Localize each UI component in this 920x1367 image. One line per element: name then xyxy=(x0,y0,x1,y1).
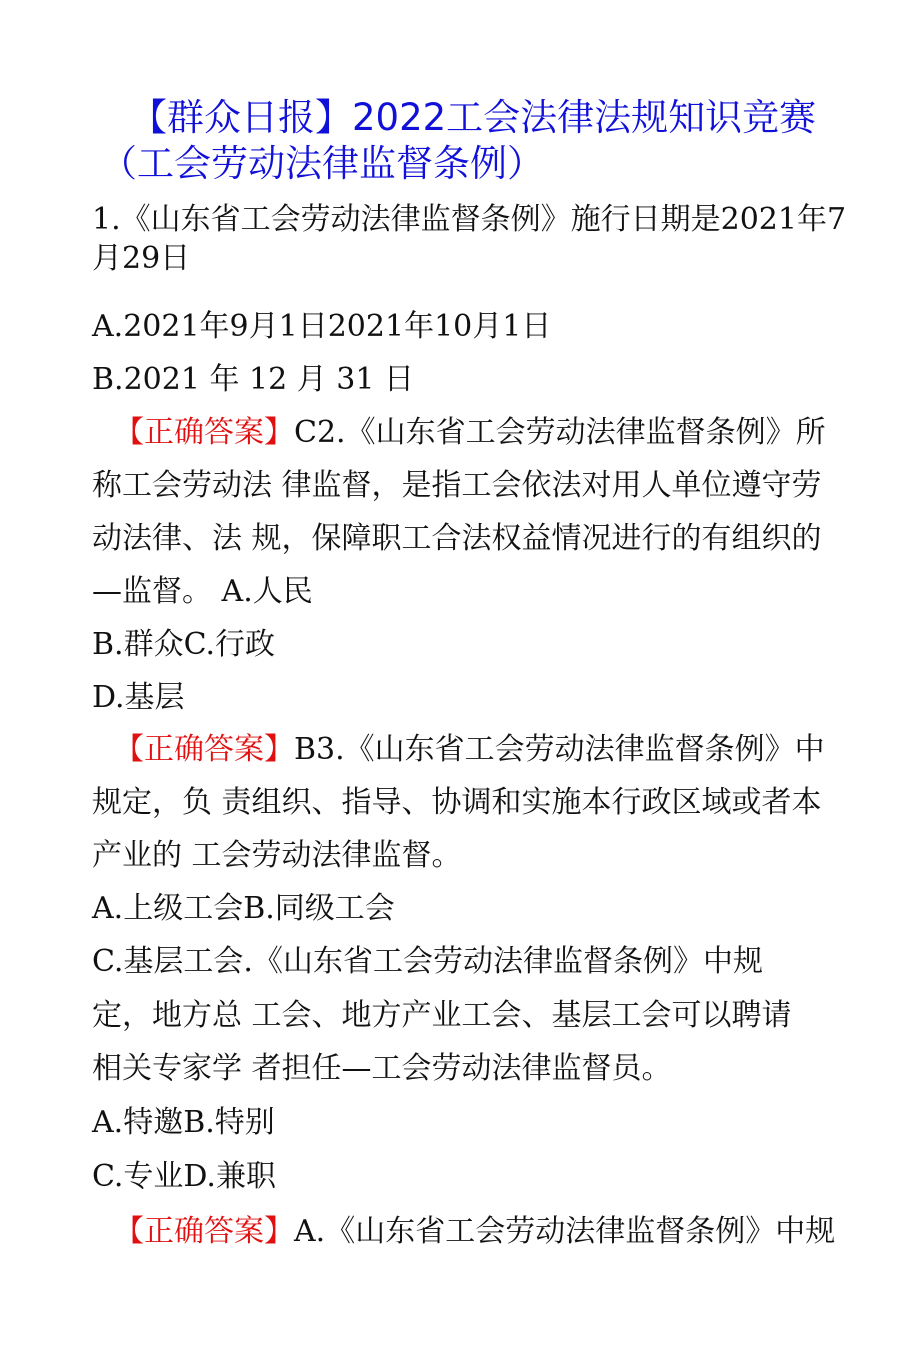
option-line: C.专业D.兼职 xyxy=(92,1159,276,1194)
question-text-line: 相关专家学 者担任—工会劳动法律监督员。 xyxy=(92,1051,672,1086)
question-text-line: 定，地方总 工会、地方产业工会、基层工会可以聘请 xyxy=(92,998,792,1033)
question-1-line-2: 月29日 xyxy=(92,241,191,276)
document-title-line-2: （工会劳动法律监督条例） xyxy=(100,142,544,185)
correct-answer-label: 【正确答案】 xyxy=(114,1214,294,1249)
answer-line: 【正确答案】B3.《山东省工会劳动法律监督条例》中 xyxy=(114,732,825,767)
option-line: B.群众C.行政 xyxy=(92,627,276,662)
option-b: B.2021 年 12 月 31 日 xyxy=(92,362,414,397)
correct-answer-label: 【正确答案】 xyxy=(114,415,294,450)
option-line: A.特邀B.特别 xyxy=(92,1105,275,1140)
option-line: D.基层 xyxy=(92,680,185,715)
question-text-line: C.基层工会.《山东省工会劳动法律监督条例》中规 xyxy=(92,944,763,979)
question-text-line: 动法律、法 规，保障职工合法权益情况进行的有组织的 xyxy=(92,521,822,556)
question-text-line: —监督。 A.人民 xyxy=(92,574,313,609)
option-line: A.上级工会B.同级工会 xyxy=(92,891,395,926)
question-text-line: 称工会劳动法 律监督，是指工会依法对用人单位遵守劳 xyxy=(92,468,822,503)
answer-line: 【正确答案】A.《山东省工会劳动法律监督条例》中规 xyxy=(114,1214,836,1249)
option-a: A.2021年9月1日2021年10月1日 xyxy=(92,309,552,344)
question-text-line: 产业的 工会劳动法律监督。 xyxy=(92,838,462,873)
answer-line: 【正确答案】C2.《山东省工会劳动法律监督条例》所 xyxy=(114,415,826,450)
document-title-line-1: 【群众日报】2022工会法律法规知识竞赛 xyxy=(130,96,817,139)
question-1-line-1: 1.《山东省工会劳动法律监督条例》施行日期是2021年7 xyxy=(92,202,847,237)
correct-answer-label: 【正确答案】 xyxy=(114,732,294,767)
question-text-line: 规定，负 责组织、指导、协调和实施本行政区域或者本 xyxy=(92,785,822,820)
